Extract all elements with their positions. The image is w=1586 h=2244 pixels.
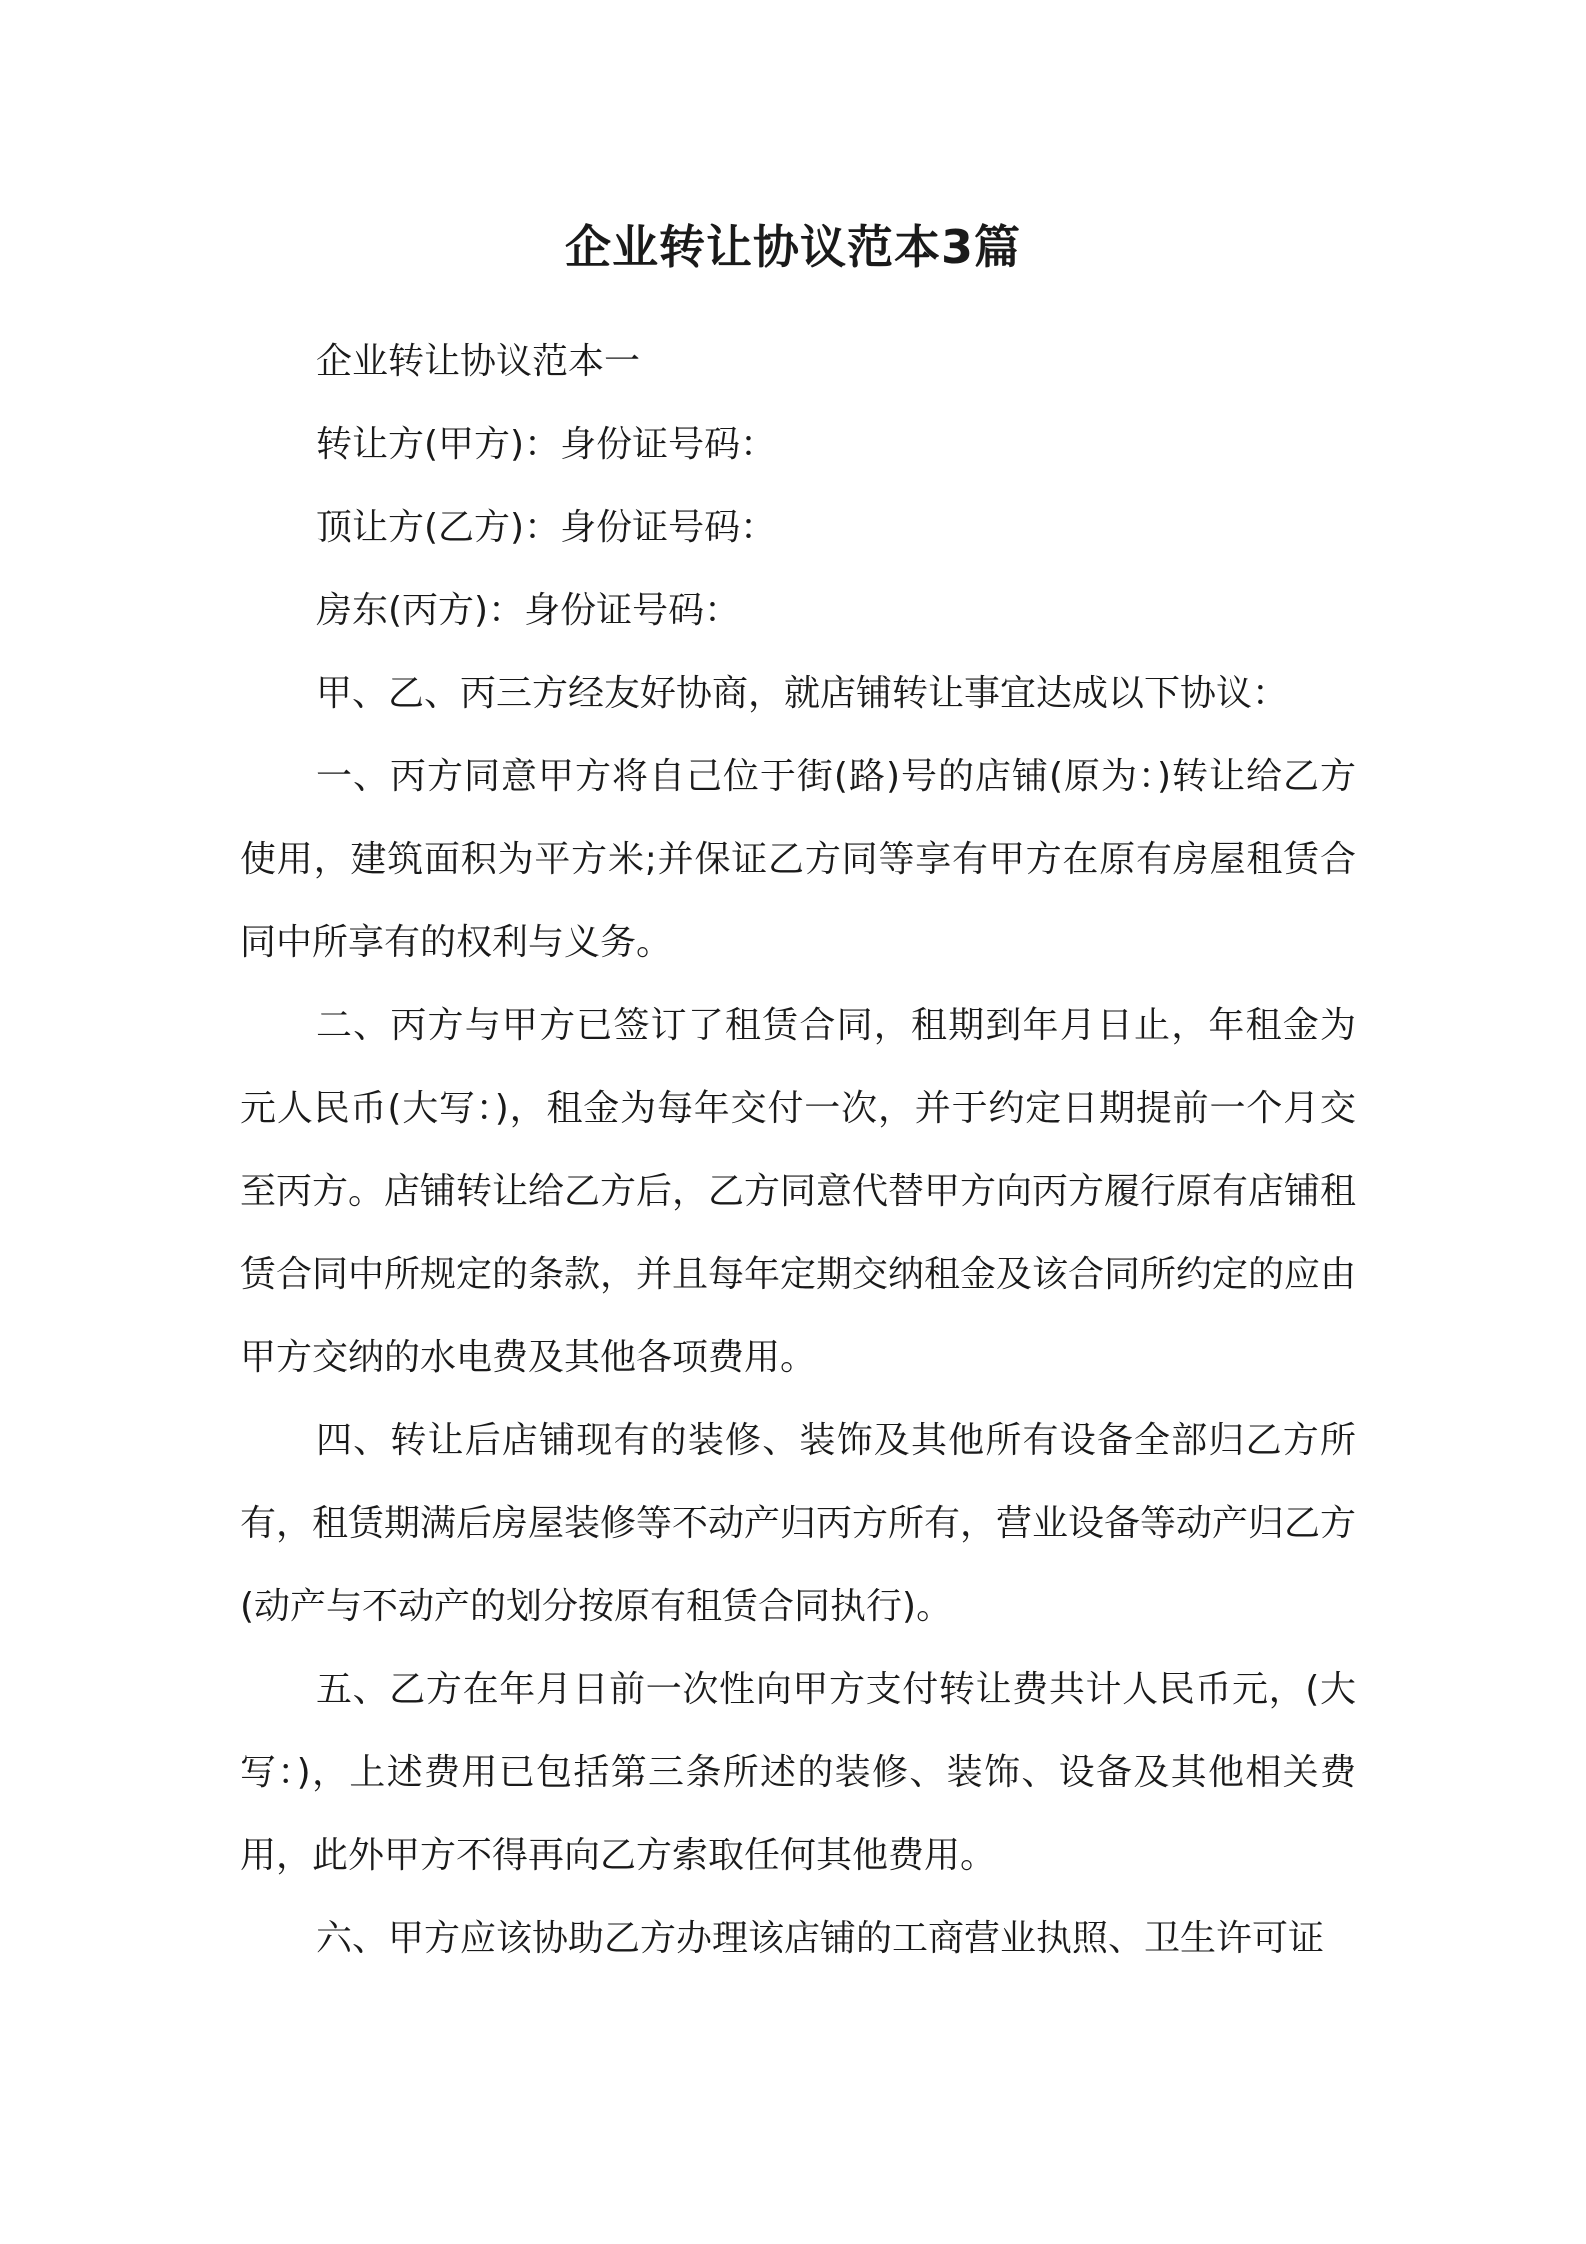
clause-2: 二、丙方与甲方已签订了租赁合同，租期到年月日止，年租金为元人民币(大写：)，租金为每年交付一次，并于约定日期提前一个月交至丙方。店铺转让给乙方后，乙方同意代替甲方向丙方履行原有店铺租赁合同中所规定的条款，并且每年定期交纳租金及该合同所约定的应由甲方交纳的水电费及其他各项费用。 bbox=[240, 1005, 1357, 1378]
clause-6: 六、甲方应该协助乙方办理该店铺的工商营业执照、卫生许可证 bbox=[316, 1918, 1325, 1959]
clause-1: 一、丙方同意甲方将自己位于街(路)号的店铺(原为：)转让给乙方使用，建筑面积为平方米;并保证乙方同等享有甲方在原有房屋租赁合同中所享有的权利与义务。 bbox=[240, 756, 1356, 963]
document-body bbox=[240, 320, 1356, 1980]
clause-4: 四、转让后店铺现有的装修、装饰及其他所有设备全部归乙方所有，租赁期满后房屋装修等不动产归丙方所有，营业设备等动产归乙方(动产与不动产的划分按原有租赁合同执行)。 bbox=[240, 1420, 1357, 1627]
document-title: 企业转让协议范本3篇 bbox=[564, 220, 1021, 274]
section-heading: 企业转让协议范本一 bbox=[316, 341, 641, 382]
clause-5: 五、乙方在年月日前一次性向甲方支付转让费共计人民币元，(大写：)，上述费用已包括第三条所述的装修、装饰、设备及其他相关费用，此外甲方不得再向乙方索取任何其他费用。 bbox=[240, 1669, 1356, 1876]
party-landlord: 房东(丙方)：身份证号码： bbox=[316, 590, 741, 631]
party-transferor: 转让方(甲方)：身份证号码： bbox=[316, 424, 777, 465]
party-transferee: 顶让方(乙方)：身份证号码： bbox=[316, 507, 777, 548]
intro-paragraph: 甲、乙、丙三方经友好协商，就店铺转让事宜达成以下协议： bbox=[316, 673, 1289, 714]
